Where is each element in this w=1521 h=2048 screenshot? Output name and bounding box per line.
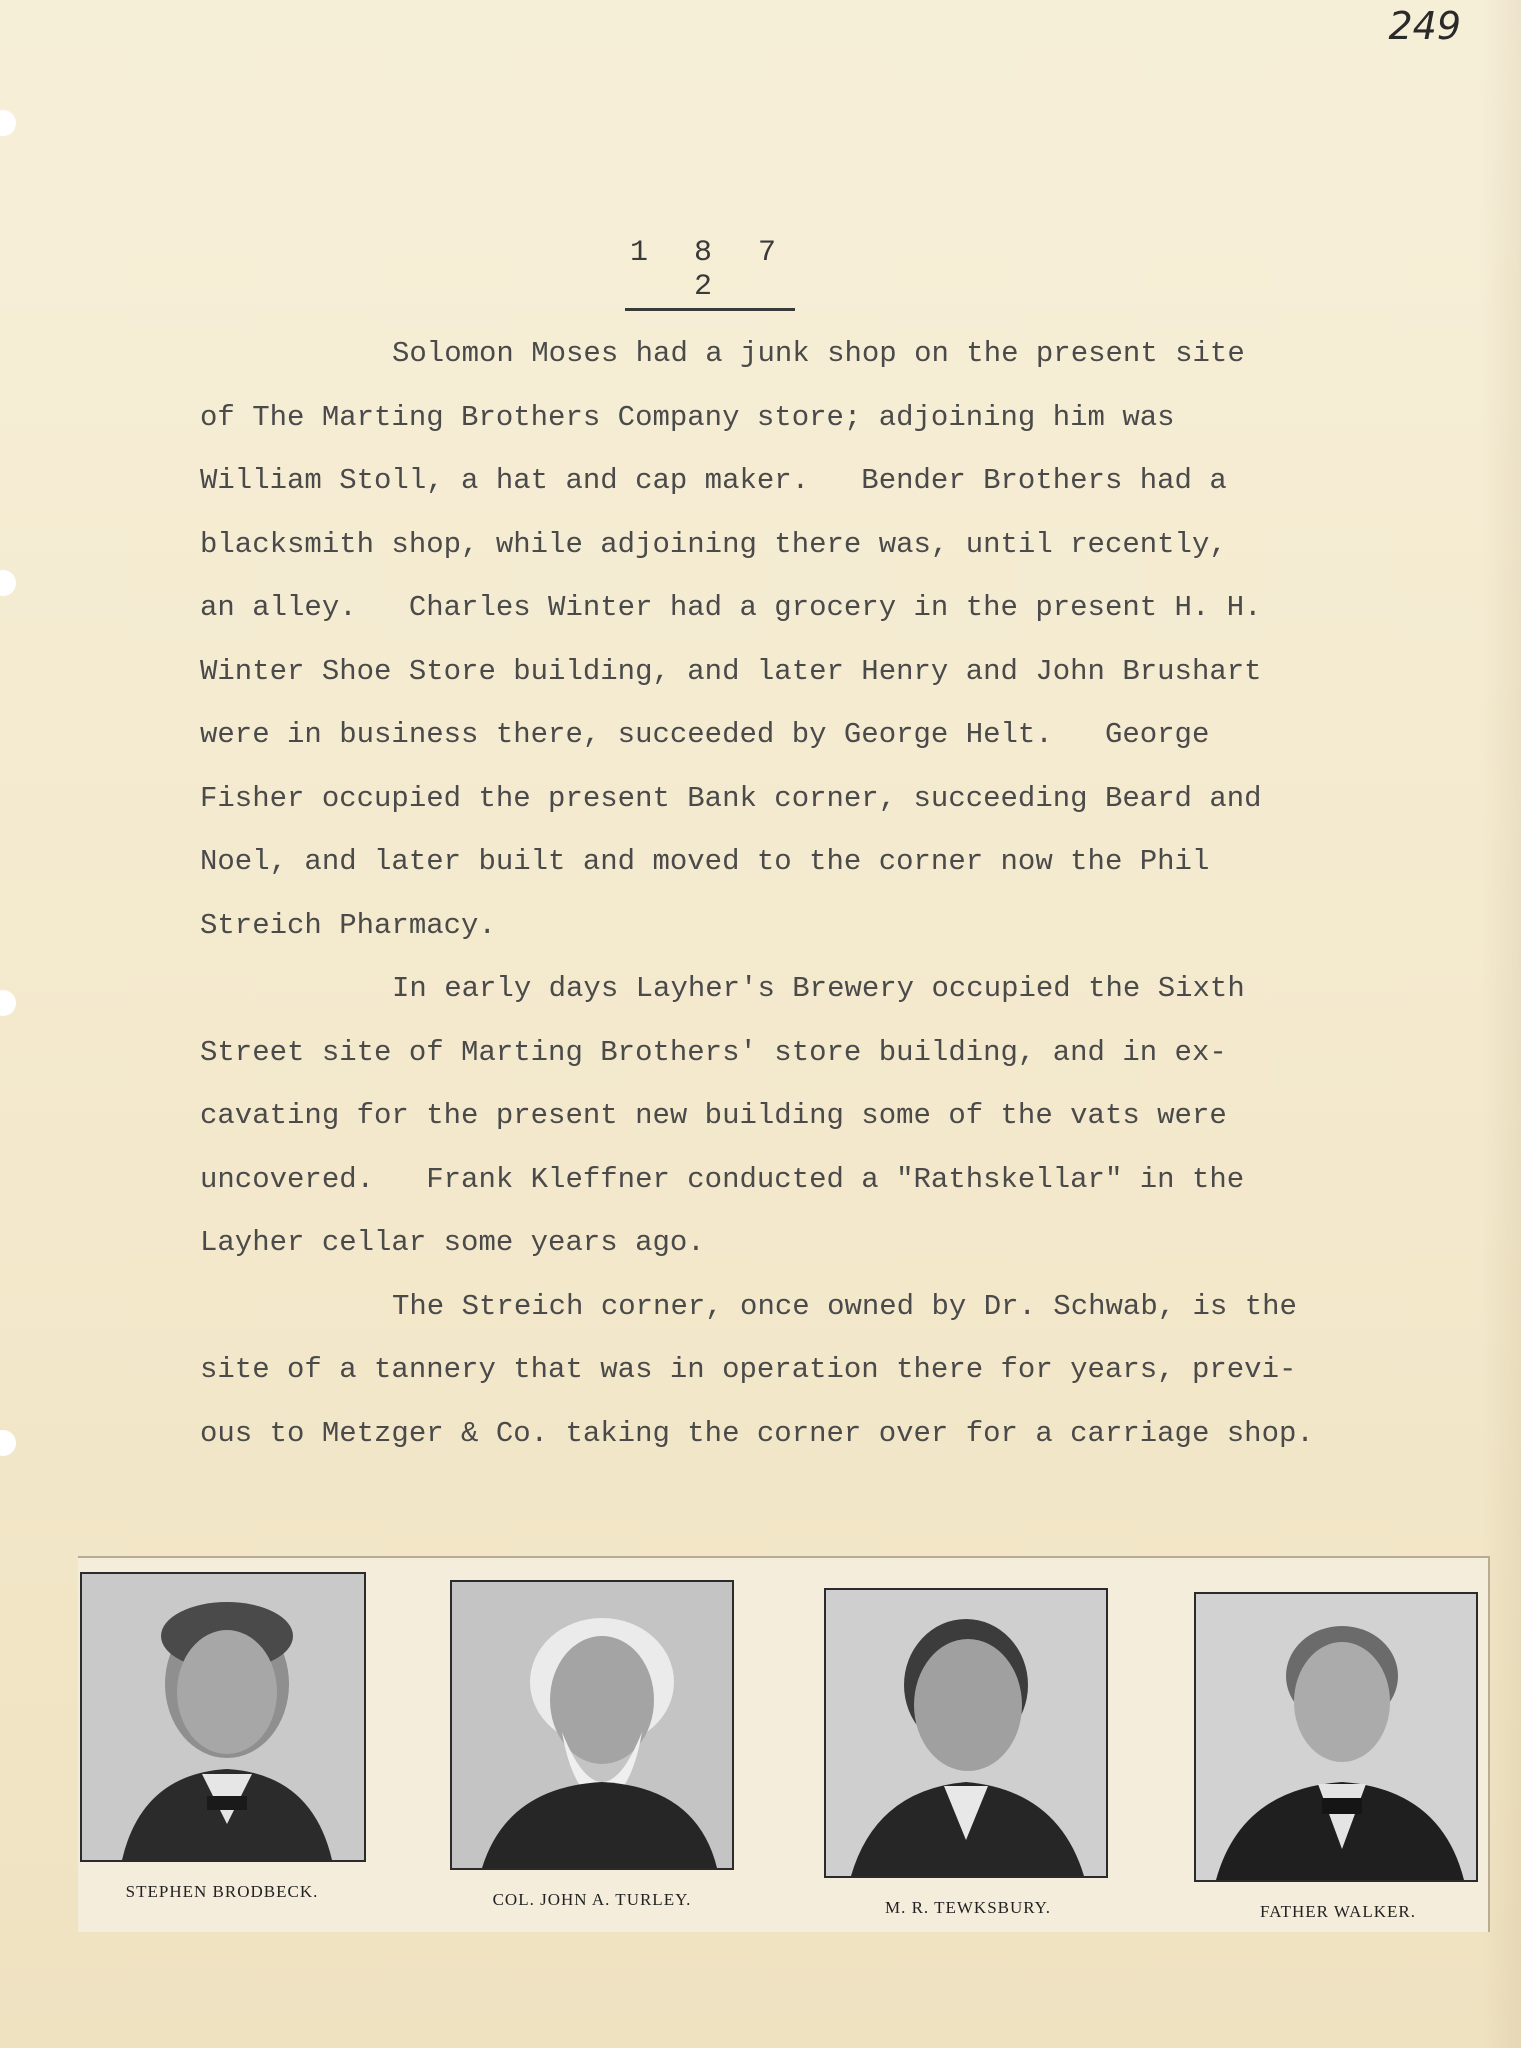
- punch-hole: [0, 990, 16, 1016]
- portrait-photo: [824, 1588, 1108, 1878]
- text-line: In early days Layher's Brewery occupied the Sixth: [392, 972, 1245, 1005]
- portrait-photo: [80, 1572, 366, 1862]
- portrait-photo: [1194, 1592, 1478, 1882]
- text-line: site of a tannery that was in operation there for years, previ-: [200, 1353, 1297, 1386]
- portrait-illustration: [826, 1590, 1106, 1876]
- page-heading-year: 1 8 7 2: [625, 236, 795, 311]
- text-line: William Stoll, a hat and cap maker. Bender Brothers had a: [200, 464, 1227, 497]
- portrait-illustration: [1196, 1594, 1476, 1880]
- text-line: The Streich corner, once owned by Dr. Schwab, is the: [392, 1289, 1297, 1323]
- portrait-illustration: [82, 1574, 364, 1860]
- text-line: Fisher occupied the present Bank corner, succeeding Beard and: [200, 781, 1262, 815]
- text-line: Streich Pharmacy.: [200, 908, 496, 942]
- portrait-caption: M. R. TEWKSBURY.: [884, 1898, 1052, 1917]
- typed-text-body: [200, 322, 1380, 1465]
- punch-hole: [0, 110, 16, 136]
- paragraph-3: [200, 1275, 1380, 1466]
- punch-hole: [0, 570, 16, 596]
- portrait-caption: FATHER WALKER.: [1260, 1902, 1416, 1921]
- text-line: Solomon Moses had a junk shop on the present site: [392, 337, 1245, 370]
- text-line: of The Marting Brothers Company store; adjoining him was: [200, 400, 1175, 434]
- portrait-illustration: [452, 1582, 732, 1868]
- paragraph-2: [200, 957, 1380, 1275]
- paragraph-1: [200, 322, 1380, 957]
- text-line: Street site of Marting Brothers' store building, and in ex-: [200, 1035, 1227, 1069]
- text-line: Layher cellar some years ago.: [200, 1226, 705, 1259]
- text-line: an alley. Charles Winter had a grocery in the present H. H.: [200, 591, 1262, 624]
- text-line: Winter Shoe Store building, and later Henry and John Brushart: [200, 654, 1262, 688]
- punch-hole: [0, 1430, 16, 1456]
- portrait-caption: STEPHEN BRODBECK.: [125, 1882, 319, 1901]
- text-line: ous to Metzger & Co. taking the corner over for a carriage shop.: [200, 1416, 1314, 1450]
- text-line: blacksmith shop, while adjoining there was, until recently,: [200, 527, 1227, 561]
- portrait-photo: [450, 1580, 734, 1870]
- portrait-clipping: [78, 1556, 1490, 1932]
- text-line: were in business there, succeeded by George Helt. George: [200, 718, 1210, 751]
- text-line: cavating for the present new building some of the vats were: [200, 1099, 1227, 1132]
- text-line: uncovered. Frank Kleffner conducted a "Rathskellar" in the: [200, 1162, 1245, 1196]
- portrait-caption: COL. JOHN A. TURLEY.: [492, 1890, 692, 1909]
- text-line: Noel, and later built and moved to the corner now the Phil: [200, 845, 1210, 878]
- page-number: 249: [1388, 4, 1461, 48]
